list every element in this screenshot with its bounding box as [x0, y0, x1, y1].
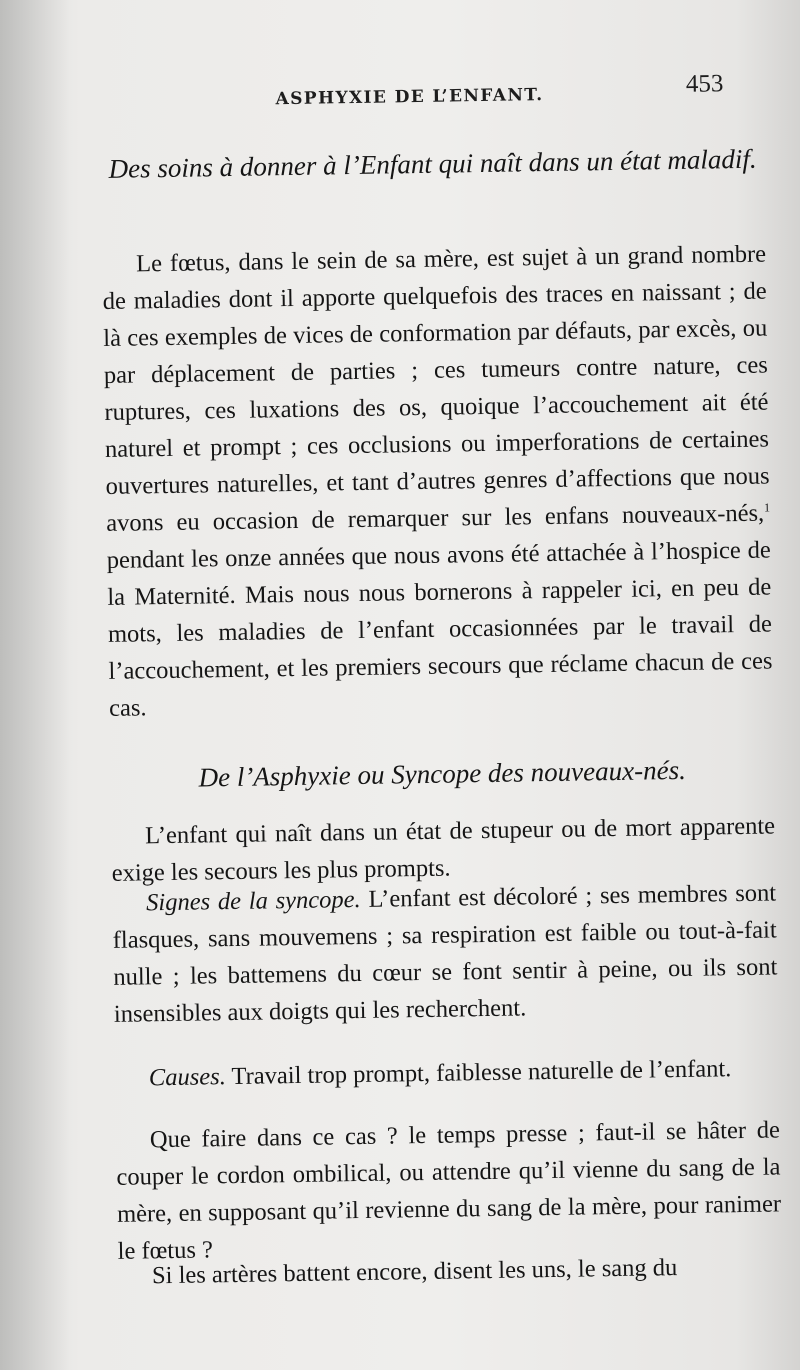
paragraph-causes	[115, 1049, 779, 1096]
causes-label: Causes.	[148, 1063, 227, 1092]
gutter-shadow	[0, 0, 70, 1370]
paragraph-foetus-text: Le fœtus, dans le sein de sa mère, est sujet à un grand nombre de maladies dont il apporte quelquefois des traces en naissant ; de là ces exemples de vices de conformation par défauts, par excès, ou par déplacement de parties ; ces tumeurs contre nature, ces ruptures, ces luxations des os, quoique l’accouchement ait été naturel et prompt ; ces occlusions ou imperforations de certaines ouvertures naturelles, et tant d’autres genres d’affections que nous avons eu occasion de remarquer sur les enfans nouveaux-nés,	[102, 240, 770, 537]
footnote-mark: 1	[763, 500, 771, 515]
page-header	[99, 70, 763, 120]
page-number: 453	[685, 70, 724, 98]
signes-text: L’enfant est décoloré ; ses membres sont flasques, sans mouvemens ; sa respiration est faible ou tout-à-fait nulle ; les battemens du cœur se font sentir à peine, ou ils sont insensibles aux doigts qui les recherchent.	[112, 879, 778, 1028]
paragraph-intro-text: L’enfant qui naît dans un état de stupeur ou de mort apparente exige les secours les plus prompts.	[111, 812, 776, 887]
paragraph-foetus	[102, 236, 773, 727]
paragraph-last-text: Si les artères battent encore, disent les uns, le sang du	[151, 1254, 678, 1290]
paragraph-question	[116, 1111, 782, 1269]
section-title-asphyxie: De l’Asphyxie ou Syncope des nouveaux-nés.	[198, 754, 687, 793]
signes-label: Signes de la syncope.	[145, 885, 361, 917]
paragraph-foetus-text-cont: pendant les onze années que nous avons été attachée à l’hospice de la Maternité. Mais nous nous bornerons à rappeler ici, en peu de mots, les maladies de l’enfant occasionnées par le travail de l’accouchement, et les premiers secours que réclame chacun de ces cas.	[106, 536, 773, 722]
causes-text: Travail trop prompt, faiblesse naturelle de l’enfant.	[231, 1055, 732, 1091]
paragraph-signes	[112, 874, 778, 1032]
running-head: ASPHYXIE DE L’ENFANT.	[275, 85, 544, 110]
section-title-soins: Des soins à donner à l’Enfant qui naît dans un état maladif.	[108, 143, 757, 184]
paragraph-question-text: Que faire dans ce cas ? le temps presse ; faut-il se hâter de couper le cordon ombilical, ou attendre qu’il vienne du sang de la mère, en supposant qu’il revienne du sang de la mère, pour ranimer le fœtus ?	[116, 1116, 782, 1265]
